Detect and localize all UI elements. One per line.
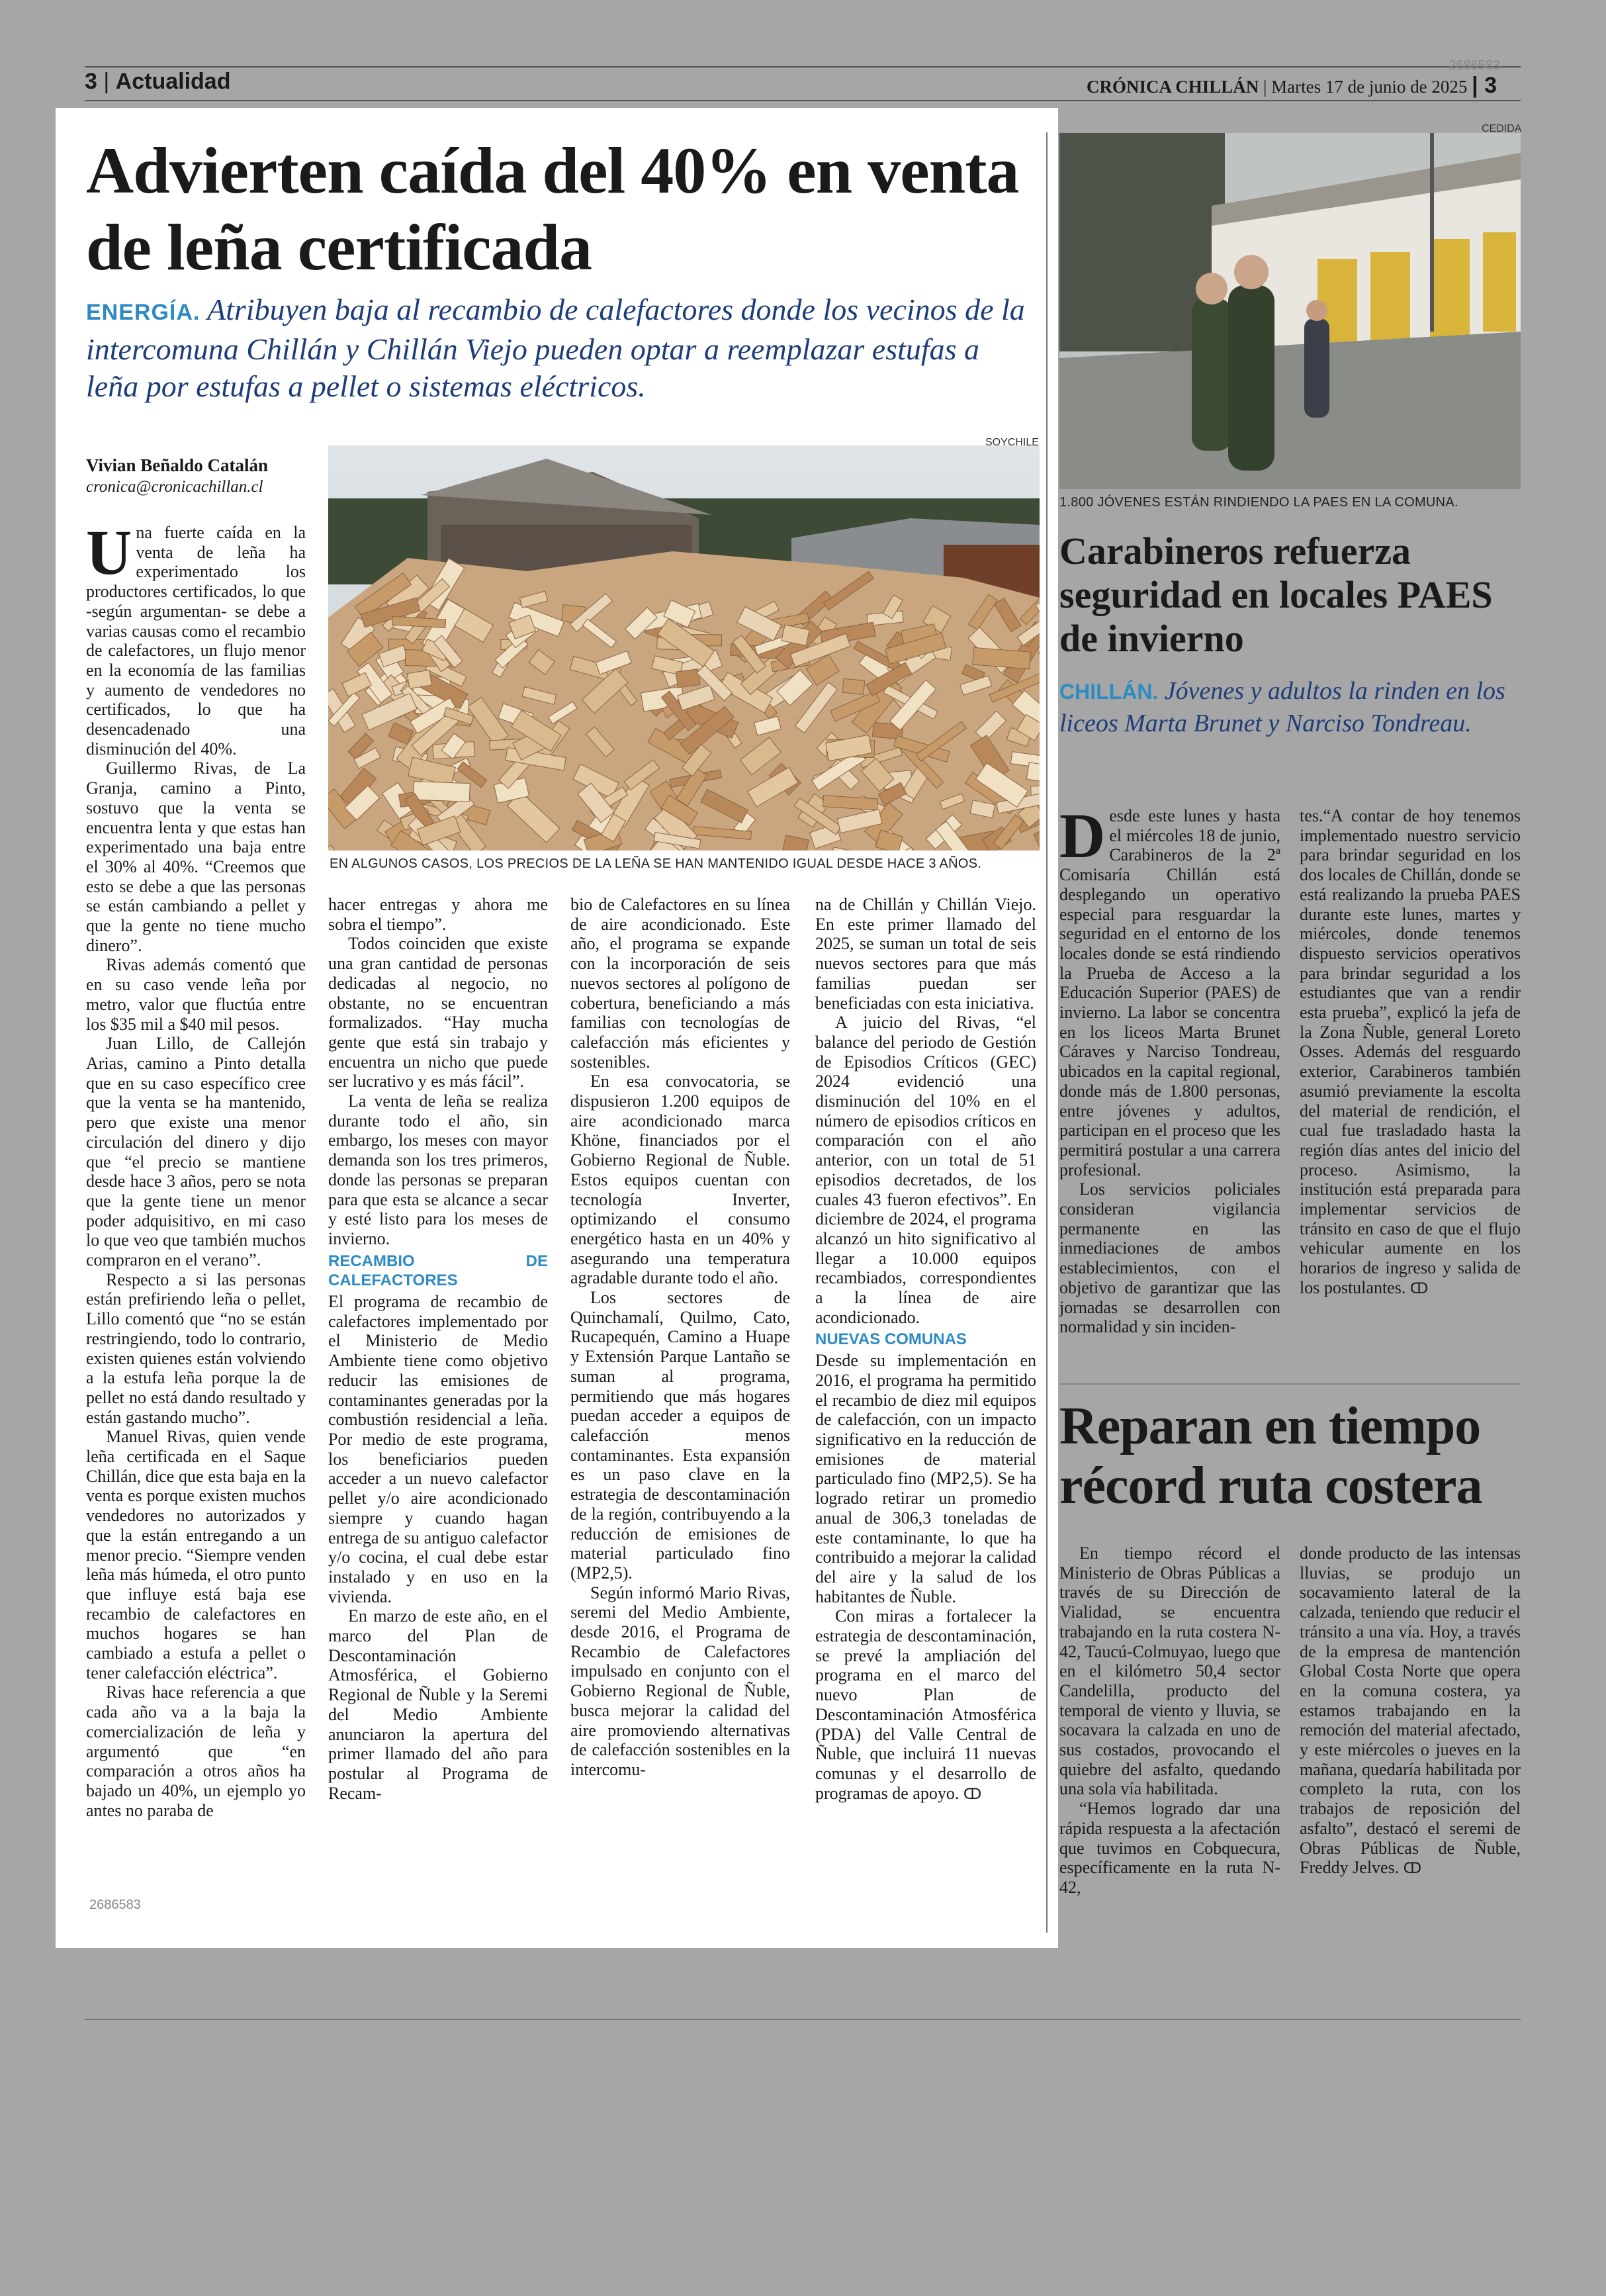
main-column-2: [328, 895, 548, 1803]
id-code-top: 2686583: [1449, 58, 1500, 73]
main-col3-p2: En esa convocatoria, se dispusieron 1.200 equipos de aire acondicionado marca Khöne, financiados por el Gobierno Regional de Ñuble. Estos equipos cuentan con tecnología Inverter, optimizando el consumo energético hasta en un 40% y asegurando una temperatura agradable durante todo el año.: [570, 1072, 790, 1288]
publication-date: Martes 17 de junio de 2025: [1271, 77, 1468, 97]
carabineros-col1-p1: esde este lunes y hasta el miércoles 18 de junio, Carabineros de la 2ª Comisaría Chillán está desplegando un operativo especial para resguardar la seguridad en el entorno de los locales donde se está rindiendo la Prueba de Acceso a la Educación Superior (PAES) de invierno. La labor se concentra en los liceos Marta Brunet Cáraves y Narciso Tondreau, ubicados en la capital regional, donde más de 1.800 personas, entre jóvenes y adultos, participan en el proceso que les permitirá postular a una carrera profesional.: [1059, 806, 1280, 1179]
publication-name: CRÓNICA CHILLÁN: [1086, 77, 1259, 97]
carabineros-col1-p2: Los servicios policiales consideran vigilancia permanente en las inmediaciones de ambos establecimientos, con el objetivo de garantizar que las jornadas se desarrollen con normalidad y sin inciden-: [1059, 1179, 1280, 1337]
column-divider: [1046, 132, 1048, 1933]
main-col3-p1: bio de Calefactores en su línea de aire acondicionado. Este año, el programa se expande con la incorporación de seis nuevos sectores al polígono de cobertura, beneficiando a más familias con tecnologías de calefacción más eficientes y sostenibles.: [570, 895, 790, 1072]
main-column-1: [86, 517, 306, 1820]
ruta-col1-p2: “Hemos logrado dar una rápida respuesta a la afectación que tuvimos en Cobquecura, específicamente en la ruta N-42,: [1059, 1799, 1280, 1897]
main-headline: Advierten caída del 40% en venta de leña certificada: [86, 134, 1019, 284]
footer-rule: [85, 2019, 1521, 2020]
carabineros-col2-p1: tes.“A contar de hoy tenemos implementado nuestro servicio para brindar seguridad en los dos locales de Chillán, donde se está realizando la prueba PAES durante este lunes, martes y miércoles, donde tenemos dispuesto servicios operativos para brindar seguridad a los estudiantes que van a rendir esta prueba”, explicó la jefa de la Zona Ñuble, general Loreto Osses. Además del resguardo exterior, Carabineros también asumió previamente la escolta del material de rendición, el cual fue trasladado hasta la región días antes del inicio del proceso. Asimismo, la institución está preparada para implementar servicios de tránsito en caso de que el flujo vehicular aumente en los horarios de ingreso y salida de los postulantes.: [1300, 806, 1521, 1297]
main-end-mark: ↀ: [963, 1786, 982, 1803]
main-col1-p6: Manuel Rivas, quien vende leña certificada en el Saque Chillán, dice que esta baja en la venta es porque existen muchos vendedores no autorizados y que la están entregando a un menor precio. “Siempre venden leña más húmeda, el otro punto que influye está baja ese recambio de calefactores en muchos hogares se han cambiado a estufa a pellet o tener calefacción eléctrica”.: [86, 1427, 306, 1682]
header-bottom-rule: [85, 100, 1521, 101]
firewood-photo-credit: SOYCHILE: [985, 437, 1039, 448]
author-name: Vivian Beñaldo Catalán: [86, 455, 269, 475]
main-deck-text: Atribuyen baja al recambio de calefactores donde los vecinos de la intercomuna Chillán y Chillán Viejo pueden optar a reemplazar estufas a leña por estufas a pellet o sistemas eléctricos.: [86, 293, 1025, 403]
firewood-illustration: [328, 445, 1040, 850]
ruta-column-1: [1059, 1543, 1280, 1898]
main-column-3: [570, 895, 790, 1780]
carabineros-headline: Carabineros refuerza seguridad en locales PAES de invierno: [1059, 529, 1493, 660]
main-col2-p5: En marzo de este año, en el marco del Plan de Descontaminación Atmosférica, el Gobierno Regional de Ñuble y la Seremi del Medio Ambiente anunciaron la apertura del primer llamado del año para postular al Programa de Recam-: [328, 1606, 548, 1803]
author-email: cronica@cronicachillan.cl: [86, 478, 263, 496]
main-subhead-nuevas: NUEVAS COMUNAS: [815, 1330, 967, 1349]
main-col3-p3: Los sectores de Quinchamalí, Quilmo, Cato, Rucapequén, Camino a Huape y Extensión Parque Lantaño se suman al programa, permitiendo que más hogares puedan acceder a equipos de calefacción menos contaminantes. Esta expansión es un paso clave en la estrategia de descontaminación de la región, contribuyendo a la reducción de emisiones de material particulado fino (MP2,5).: [570, 1288, 790, 1583]
carabineros-photo-caption: 1.800 JÓVENES ESTÁN RINDIENDO LA PAES EN LA COMUNA.: [1059, 495, 1458, 510]
main-col4-p2: A juicio del Rivas, “el balance del periodo de Gestión de Episodios Críticos (GEC) 2024 evidenció una disminución del 10% en el número de episodios críticos en comparación con el año anterior, con un total de 51 episodios decretados, de los cuales 43 fueron efectivos”. En diciembre de 2024, el programa alcanzó un hito significativo al llegar a 10.000 equipos recambiados, correspondientes a la línea de aire acondicionado.: [815, 1013, 1036, 1327]
carabineros-photo-credit: CEDIDA: [1482, 123, 1522, 134]
carabineros-drop-cap: D: [1059, 800, 1106, 871]
firewood-photo: [328, 445, 1040, 850]
main-col4-p4: Con miras a fortalecer la estrategia de descontaminación, se prevé la ampliación del programa en el marco del nuevo Plan de Descontaminación Atmosférica (PDA) del Valle Central de Ñuble, que incluirá 11 nuevas comunas y el desarrollo de programas de apoyo.: [815, 1606, 1036, 1803]
main-col3-p4: Según informó Mario Rivas, seremi del Medio Ambiente, desde 2016, el Programa de Recambio de Calefactores impulsado en conjunto con el Gobierno Regional de Ñuble, busca mejorar la calidad del aire promoviendo alternativas de calefacción sostenibles en la intercomu-: [570, 1583, 790, 1779]
ruta-end-mark: ↀ: [1403, 1860, 1422, 1878]
main-col1-p4: Juan Lillo, de Callejón Arias, camino a Pinto detalla que en su caso específico cree que la venta se ha mantenido, pero que existe una menor circulación del dinero y dijo que “el precio se mantiene desde hace 3 años, pero se nota que la gente tiene un menor poder adquisitivo, en mi caso lo que veo que también muchos compraron en el verano”.: [86, 1034, 306, 1270]
carabineros-column-1: [1059, 800, 1280, 1337]
ruta-col1-p1: En tiempo récord el Ministerio de Obras Públicas a través de su Dirección de Vialidad, se encuentra trabajando en la ruta costera N-42, Taucú-Colmuyao, luego que en el kilómetro 50,4 sector Candelilla, producto del temporal de viento y lluvia, se socavara la calzada en uno de sus costados, provocando el quiebre del asfalto, quedando una sola vía habilitada.: [1059, 1543, 1280, 1799]
page-number: 3: [85, 69, 97, 94]
main-col1-p1: na fuerte caída en la venta de leña ha experimentado los productores certificados, lo que -según argumentan- se debe a varias causas como el recambio de calefactores, un flujo menor en la economía de las familias y aumento de vendedores no certificados, lo que ha desencadenado una disminución del 40%.: [86, 523, 306, 758]
carabineros-column-2: [1300, 806, 1521, 1299]
page-number-right: 3: [1484, 73, 1497, 98]
carabineros-illustration: [1059, 133, 1521, 489]
carabineros-kicker: CHILLÁN.: [1059, 680, 1159, 704]
carabineros-photo: [1059, 133, 1521, 489]
id-code-bottom: 2686583: [89, 1898, 141, 1912]
main-kicker: ENERGÍA.: [86, 300, 201, 325]
main-col4-p3: Desde su implementación en 2016, el programa ha permitido el recambio de diez mil equipos de calefacción, con un impacto significativo en la reducción de emisiones de material particulado fino (MP2,5). Se ha logrado retirar un promedio anual de 306,3 toneladas de este contaminante, lo que ha contribuido a mejorar la calidad del aire y la salud de los habitantes de Ñuble.: [815, 1351, 1036, 1606]
ruta-col2-p1: donde producto de las intensas lluvias, se produjo un socavamiento lateral de la calzada, teniendo que reducir el tránsito a una vía. Hoy, a través de la empresa de mantención Global Costa Norte que opera en la comuna costera, ya estamos trabajando en la remoción del material afectado, y este miércoles o jueves en la mañana, quedaría habilitada por completo la ruta, con los trabajos de reposición del asfalto”, destacó el seremi de Obras Públicas de Ñuble, Freddy Jelves.: [1300, 1543, 1521, 1878]
ruta-costera-headline: Reparan en tiempo récord ruta costera: [1059, 1397, 1482, 1515]
header-top-rule: [85, 66, 1521, 68]
main-drop-cap: U: [86, 517, 132, 588]
main-col2-p4: El programa de recambio de calefactores implementado por el Ministerio de Medio Ambiente tiene como objetivo reducir las emisiones de contaminantes generadas por la combustión residencial a leña. Por medio de este programa, los beneficiarios pueden acceder a un nuevo calefactor pellet y/o aire acondicionado siempre y cuando hagan entrega de su antiguo calefactor y/o cocina, el cual debe estar instalado y en uso en la vivienda.: [328, 1292, 548, 1606]
main-deck: [86, 291, 1039, 405]
main-col1-p3: Rivas además comentó que en su caso vende leña por metro, valor que fluctúa entre los $35 mil a $40 mil pesos.: [86, 955, 306, 1034]
main-col2-p1: hacer entregas y ahora me sobra el tiempo”.: [328, 895, 548, 934]
story-divider: [1059, 1383, 1521, 1385]
carabineros-end-mark: ↀ: [1409, 1280, 1429, 1297]
main-col2-p2: Todos coinciden que existe una gran cantidad de personas dedicadas al negocio, no obstante, no se encuentran formalizados. “Hay mucha gente que está sin trabajo y encuentra un nicho que puede ser lucrativo y es más fácil”.: [328, 934, 548, 1091]
carabineros-deck: [1059, 675, 1516, 739]
firewood-photo-caption: EN ALGUNOS CASOS, LOS PRECIOS DE LA LEÑA SE HAN MANTENIDO IGUAL DESDE HACE 3 AÑOS.: [330, 856, 982, 871]
ruta-column-2: [1300, 1543, 1521, 1879]
main-col4-p1: na de Chillán y Chillán Viejo. En este primer llamado del 2025, se suman un total de seis nuevos sectores para que más familias puedan ser beneficiadas con esta iniciativa.: [815, 895, 1036, 1013]
main-col1-p7: Rivas hace referencia a que cada año va a la baja la comercialización de leña y argumentó que “en comparación a otros años ha bajado un 40%, un ejemplo yo antes no paraba de: [86, 1682, 306, 1820]
publication-header: CRÓNICA CHILLÁN | Martes 17 de junio de 2025 | 3: [1086, 73, 1497, 98]
main-column-4: [815, 895, 1036, 1804]
main-subhead-recambio: RECAMBIO DE CALEFACTORES: [328, 1252, 548, 1290]
main-col2-p3: La venta de leña se realiza durante todo el año, sin embargo, los meses con mayor demanda son los tres primeros, donde las personas se preparan para que esta se alcance a secar y esté listo para los meses de invierno.: [328, 1091, 548, 1248]
section-name: Actualidad: [115, 69, 231, 94]
section-header: 3 | Actualidad: [85, 69, 231, 94]
main-col1-p2: Guillermo Rivas, de La Granja, camino a Pinto, sostuvo que la venta se encuentra lenta y que estas han experimentado una baja entre el 30% al 40%. “Creemos que esto se debe a que las personas se están cambiando a pellet y que la gente no tiene mucho dinero”.: [86, 758, 306, 955]
carabineros-deck-text: Jóvenes y adultos la rinden en los liceos Marta Brunet y Narciso Tondreau.: [1059, 677, 1505, 737]
main-col1-p5: Respecto a si las personas están prefiriendo leña o pellet, Lillo comentó que “no se están restringiendo, todo lo contrario, existen quienes están volviendo a la estufa leña porque la de pellet no está dando resultado y están gastando mucho”.: [86, 1269, 306, 1427]
